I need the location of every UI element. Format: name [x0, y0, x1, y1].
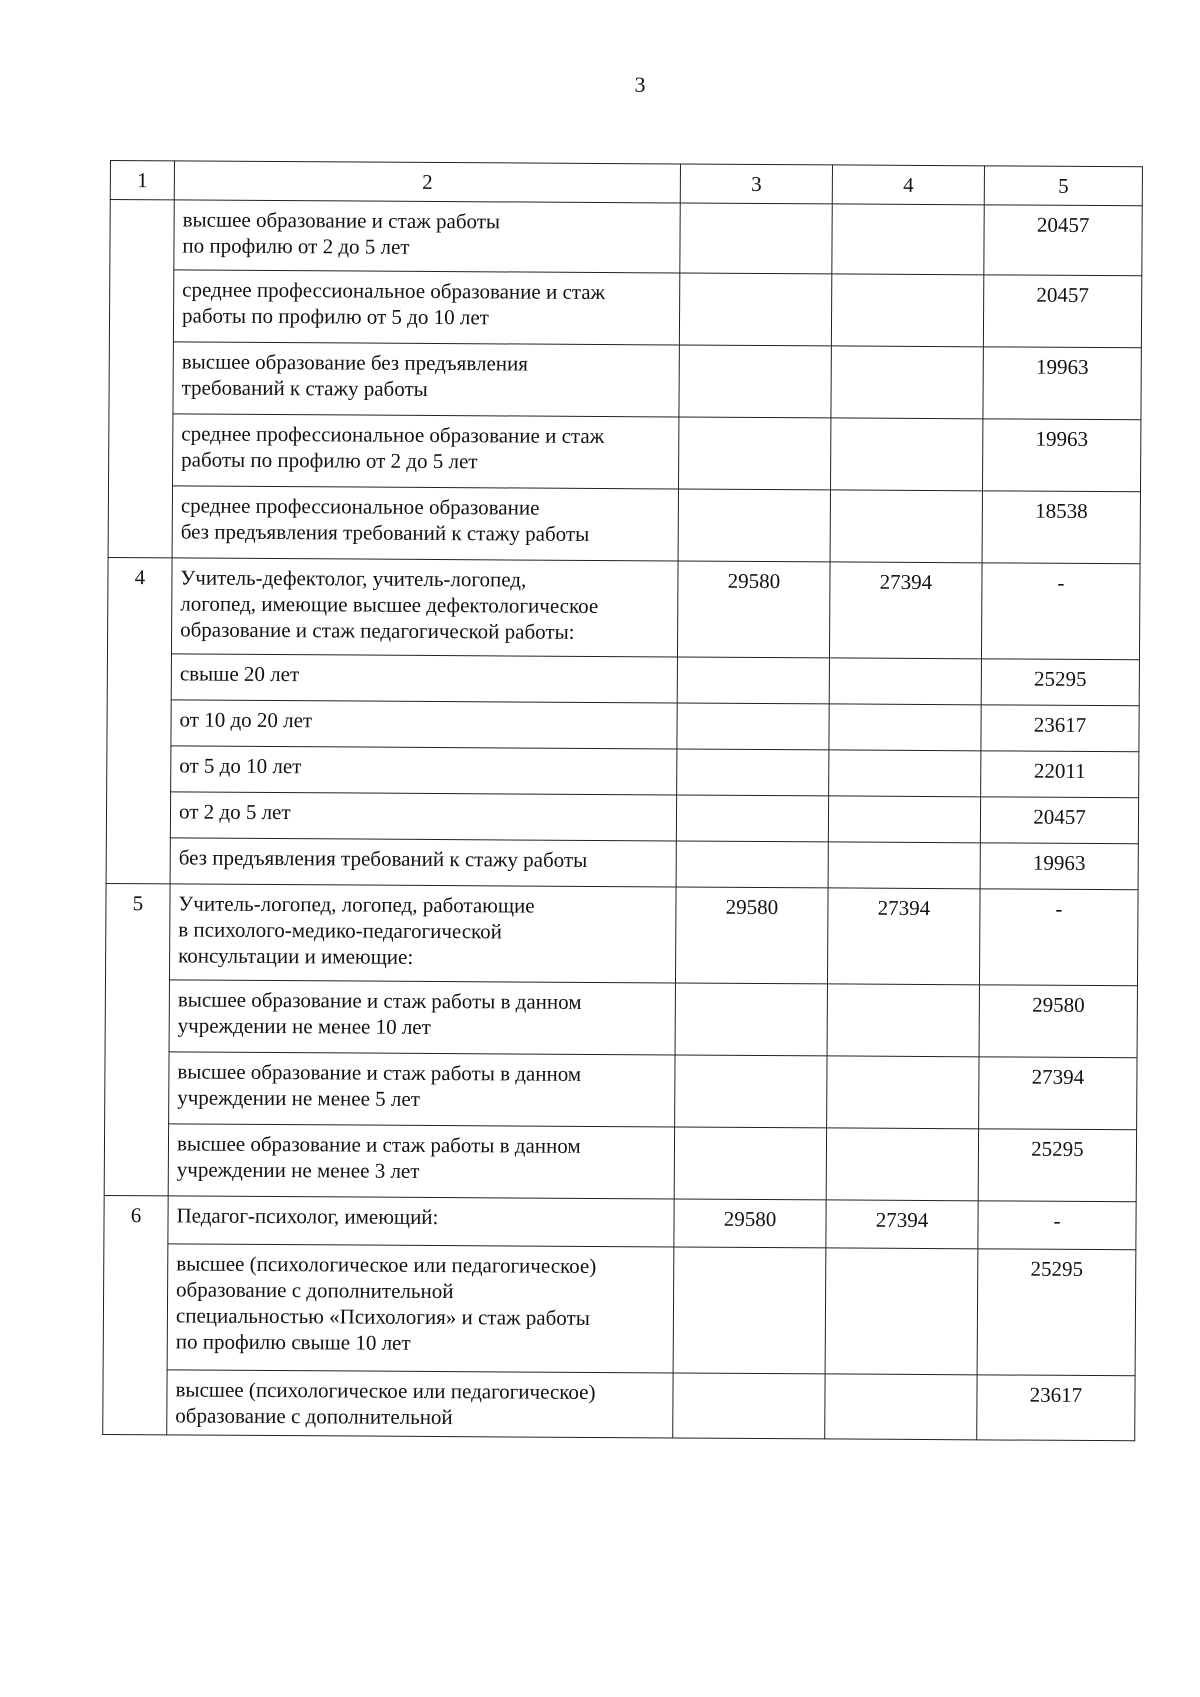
- description-line: высшее образование без предъявления: [181, 349, 529, 376]
- salary-c5-cell: 25295: [977, 1249, 1136, 1376]
- salary-c4-cell: [827, 984, 979, 1057]
- salary-c3-cell: [674, 1127, 826, 1200]
- description-line: свыше 20 лет: [179, 661, 300, 687]
- description-line: высшее (психологическое или педагогическое): [176, 1251, 597, 1278]
- salary-c4-cell: [831, 274, 983, 347]
- salary-c4-cell: [830, 490, 982, 563]
- position-description-cell: [173, 342, 679, 417]
- table-row: [109, 270, 1141, 348]
- salary-c4-cell: [832, 204, 984, 275]
- salary-c3-cell: 29580: [675, 887, 828, 984]
- description-line: Педагог-психолог, имеющий:: [176, 1203, 439, 1230]
- salary-c5-cell: 29580: [979, 985, 1137, 1058]
- header-col-5: 5: [984, 166, 1142, 206]
- salary-c3-cell: [675, 983, 827, 1056]
- position-description-cell: [173, 414, 679, 489]
- description-line: по профилю от 2 до 5 лет: [182, 233, 410, 259]
- description-line: среднее профессиональное образование: [180, 493, 540, 520]
- salary-c3-cell: [679, 417, 831, 490]
- salary-c5-cell: 19963: [982, 419, 1140, 492]
- salary-c5-cell: 18538: [982, 491, 1140, 564]
- position-description-cell: [171, 654, 677, 703]
- salary-c4-cell: [828, 796, 980, 843]
- table-row: [110, 200, 1142, 276]
- position-description-cell: [169, 980, 675, 1055]
- description-line: логопед, имеющие высшее дефектологическое: [180, 591, 599, 618]
- description-line: специальностью «Психология» и стаж работы: [175, 1303, 590, 1330]
- salary-c4-cell: [829, 704, 981, 751]
- salary-c4-cell: [827, 1056, 979, 1129]
- header-col-1: 1: [110, 161, 174, 200]
- row-number-cell: 6: [103, 1195, 168, 1434]
- table-row: [103, 1369, 1135, 1440]
- position-description-cell: [170, 838, 676, 887]
- description-line: консультации и имеющие:: [178, 943, 414, 969]
- row-number-cell: 4: [106, 557, 172, 883]
- description-line: среднее профессиональное образование и стаж: [182, 277, 606, 305]
- salary-c3-cell: 29580: [674, 1199, 826, 1248]
- salary-c5-cell: 22011: [981, 751, 1139, 798]
- page-number: 3: [634, 72, 646, 97]
- position-description-cell: [171, 746, 677, 795]
- salary-c3-cell: [677, 703, 829, 750]
- salary-c4-cell: [829, 658, 981, 705]
- salary-c4-cell: [828, 842, 980, 889]
- description-line: от 5 до 10 лет: [179, 753, 302, 779]
- description-line: требований к стажу работы: [181, 375, 428, 401]
- position-description-cell: [169, 884, 676, 983]
- salary-c5-cell: 20457: [984, 205, 1142, 276]
- position-description-cell: [171, 700, 677, 749]
- position-description-cell: [174, 200, 680, 273]
- description-line: без предъявления требований к стажу работы: [180, 519, 590, 546]
- salary-table: [102, 160, 1143, 1441]
- position-description-cell: [173, 270, 679, 345]
- position-description-cell: [170, 792, 676, 841]
- salary-c5-cell: -: [978, 1201, 1136, 1250]
- table-row: [107, 745, 1139, 797]
- table-row: [103, 1243, 1136, 1375]
- position-description-cell: [169, 1052, 675, 1127]
- salary-c4-cell: [829, 750, 981, 797]
- salary-c5-cell: 25295: [978, 1129, 1136, 1202]
- description-line: образование и стаж педагогической работы:: [180, 617, 575, 644]
- description-line: высшее образование и стаж работы в данном: [177, 987, 582, 1014]
- salary-c5-cell: 23617: [977, 1375, 1135, 1441]
- salary-c3-cell: [673, 1373, 825, 1439]
- salary-c3-cell: [676, 795, 828, 842]
- salary-c4-cell: 27394: [826, 1200, 978, 1249]
- table-row: [107, 557, 1140, 659]
- salary-c5-cell: -: [979, 889, 1138, 986]
- position-description-cell: [172, 486, 678, 561]
- description-line: от 10 до 20 лет: [179, 707, 313, 733]
- salary-c3-cell: [679, 345, 831, 418]
- description-line: среднее профессиональное образование и стаж: [181, 421, 605, 449]
- salary-c4-cell: [825, 1374, 977, 1440]
- salary-c3-cell: [677, 749, 829, 796]
- table-row: [105, 883, 1138, 985]
- position-description-cell: [168, 1196, 674, 1247]
- salary-c3-cell: [676, 841, 828, 888]
- description-line: работы по профилю от 5 до 10 лет: [181, 303, 489, 330]
- description-line: высшее образование и стаж работы: [182, 207, 501, 234]
- position-description-cell: [171, 558, 678, 657]
- position-description-cell: [167, 1244, 674, 1373]
- salary-c3-cell: [679, 273, 831, 346]
- salary-c3-cell: [680, 203, 832, 274]
- table-row: [108, 485, 1140, 563]
- description-line: учреждении не менее 10 лет: [177, 1013, 431, 1039]
- salary-c5-cell: -: [981, 563, 1140, 660]
- table-row: [105, 979, 1137, 1057]
- salary-c3-cell: [678, 489, 830, 562]
- salary-c5-cell: 25295: [981, 659, 1139, 706]
- table-header-row: [110, 161, 1142, 206]
- table-row: [104, 1123, 1136, 1201]
- table-row: [104, 1195, 1136, 1249]
- description-line: высшее образование и стаж работы в данном: [176, 1131, 581, 1158]
- salary-c4-cell: 27394: [827, 888, 980, 985]
- position-description-cell: [168, 1124, 674, 1199]
- salary-c5-cell: 23617: [981, 705, 1139, 752]
- description-line: образование с дополнительной: [176, 1277, 454, 1304]
- row-number-cell: 5: [104, 883, 170, 1195]
- salary-c5-cell: 19963: [983, 347, 1141, 420]
- description-line: образование с дополнительной: [175, 1403, 453, 1430]
- table-row: [106, 791, 1138, 843]
- description-line: работы по профилю от 2 до 5 лет: [181, 447, 478, 474]
- table-row: [107, 699, 1139, 751]
- description-line: высшее (психологическое или педагогическое): [175, 1377, 596, 1404]
- table-row: [109, 413, 1141, 491]
- table-row: [107, 653, 1139, 705]
- description-line: от 2 до 5 лет: [178, 799, 291, 825]
- description-line: учреждении не менее 3 лет: [176, 1157, 420, 1183]
- description-line: высшее образование и стаж работы в данном: [177, 1059, 582, 1086]
- salary-c3-cell: 29580: [677, 561, 830, 658]
- position-description-cell: [167, 1370, 673, 1438]
- salary-c4-cell: 27394: [829, 562, 982, 659]
- description-line: Учитель-дефектолог, учитель-логопед,: [180, 565, 527, 592]
- table-row: [105, 1051, 1137, 1129]
- header-col-2: 2: [174, 161, 680, 203]
- salary-c5-cell: 20457: [983, 275, 1141, 348]
- salary-c4-cell: [826, 1128, 978, 1201]
- salary-c4-cell: [831, 346, 983, 419]
- salary-c3-cell: [677, 657, 829, 704]
- description-line: по профилю свыше 10 лет: [175, 1329, 411, 1355]
- header-col-4: 4: [832, 165, 984, 205]
- header-col-3: 3: [680, 164, 832, 204]
- salary-c5-cell: 20457: [980, 797, 1138, 844]
- salary-c3-cell: [673, 1247, 826, 1374]
- description-line: Учитель-логопед, логопед, работающие: [178, 891, 535, 918]
- row-number-cell: [108, 200, 174, 558]
- table-row: [109, 341, 1141, 419]
- salary-c5-cell: 27394: [979, 1057, 1137, 1130]
- salary-c3-cell: [675, 1055, 827, 1128]
- table-row: [106, 837, 1138, 889]
- description-line: в психолого-медико-педагогической: [178, 917, 503, 944]
- salary-c5-cell: 19963: [980, 843, 1138, 890]
- salary-c4-cell: [830, 418, 982, 491]
- salary-c4-cell: [825, 1248, 978, 1375]
- description-line: учреждении не менее 5 лет: [177, 1085, 420, 1111]
- description-line: без предъявления требований к стажу работы: [178, 845, 588, 872]
